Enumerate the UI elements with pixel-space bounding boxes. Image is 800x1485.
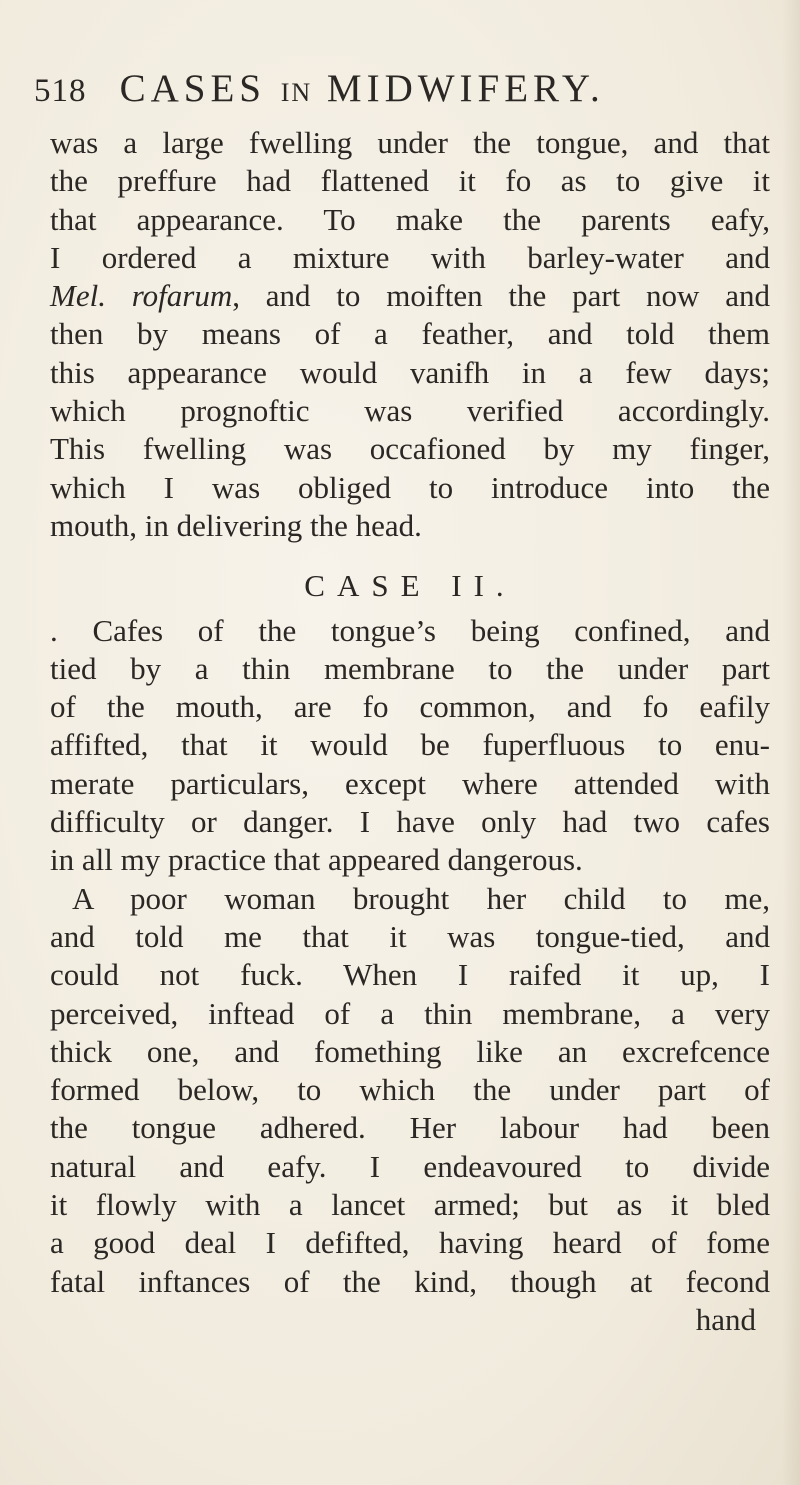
body-text (50, 124, 770, 1339)
text-line: merate particulars, except where attended with (50, 765, 770, 801)
page-number: 518 (34, 73, 87, 109)
running-head-midwifery: MIDWIFERY. (326, 67, 605, 110)
text-line: thick one, and fomething like an excrefcence (50, 1033, 770, 1069)
text-line: the tongue adhered. Her labour had been (50, 1110, 770, 1146)
page-header (34, 66, 754, 116)
text-line: of the mouth, are fo common, and fo eafily (50, 689, 770, 725)
text-line: formed below, to which the under part of (50, 1072, 770, 1108)
text-line: affifted, that it would be fuperfluous to enu- (50, 727, 770, 763)
catchword: hand (695, 1301, 756, 1337)
page-edge-shadow (782, 0, 800, 1485)
text-line: perceived, inftead of a thin membrane, a very (50, 995, 770, 1031)
running-head-in: IN (280, 78, 313, 107)
text-line: then by means of a feather, and told them (50, 316, 770, 352)
text-line: mouth, in delivering the head. (50, 507, 422, 543)
text-line: . Cafes of the tongue’s being confined, and (50, 612, 770, 648)
text-line: tied by a thin membrane to the under part (50, 650, 770, 686)
text-line: fatal inftances of the kind, though at fecond (50, 1263, 770, 1299)
text-line: in all my practice that appeared dangerous. (50, 842, 583, 878)
running-head (120, 67, 605, 110)
text-line: difficulty or danger. I have only had two cafes (50, 804, 770, 840)
text-line: and told me that it was tongue-tied, and (50, 918, 770, 954)
text-line: the preffure had flattened it fo as to give it (50, 163, 770, 199)
text-line: that appearance. To make the parents eafy, (50, 201, 770, 237)
text-line: I ordered a mixture with barley-water and (50, 239, 770, 275)
text-line: this appearance would vanifh in a few days; (50, 354, 770, 390)
text-line-italic-mel: Mel. rofarum, and to moiften the part now and (50, 278, 770, 314)
running-head-cases: CASES (119, 67, 266, 110)
text-line: which prognoftic was verified accordingly. (50, 393, 770, 429)
text-line: This fwelling was occafioned by my finger, (50, 431, 770, 467)
text-line: was a large fwelling under the tongue, and that (50, 125, 770, 160)
text-line: it flowly with a lancet armed; but as it bled (50, 1187, 770, 1223)
text-line: could not fuck. When I raifed it up, I (50, 957, 770, 993)
text-line: which I was obliged to introduce into the (50, 469, 770, 505)
text-line: a good deal I defifted, having heard of fome (50, 1225, 770, 1261)
case-heading: CASE II. (304, 568, 516, 604)
text-line: A poor woman brought her child to me, (72, 880, 770, 916)
text-line: natural and eafy. I endeavoured to divide (50, 1148, 770, 1184)
